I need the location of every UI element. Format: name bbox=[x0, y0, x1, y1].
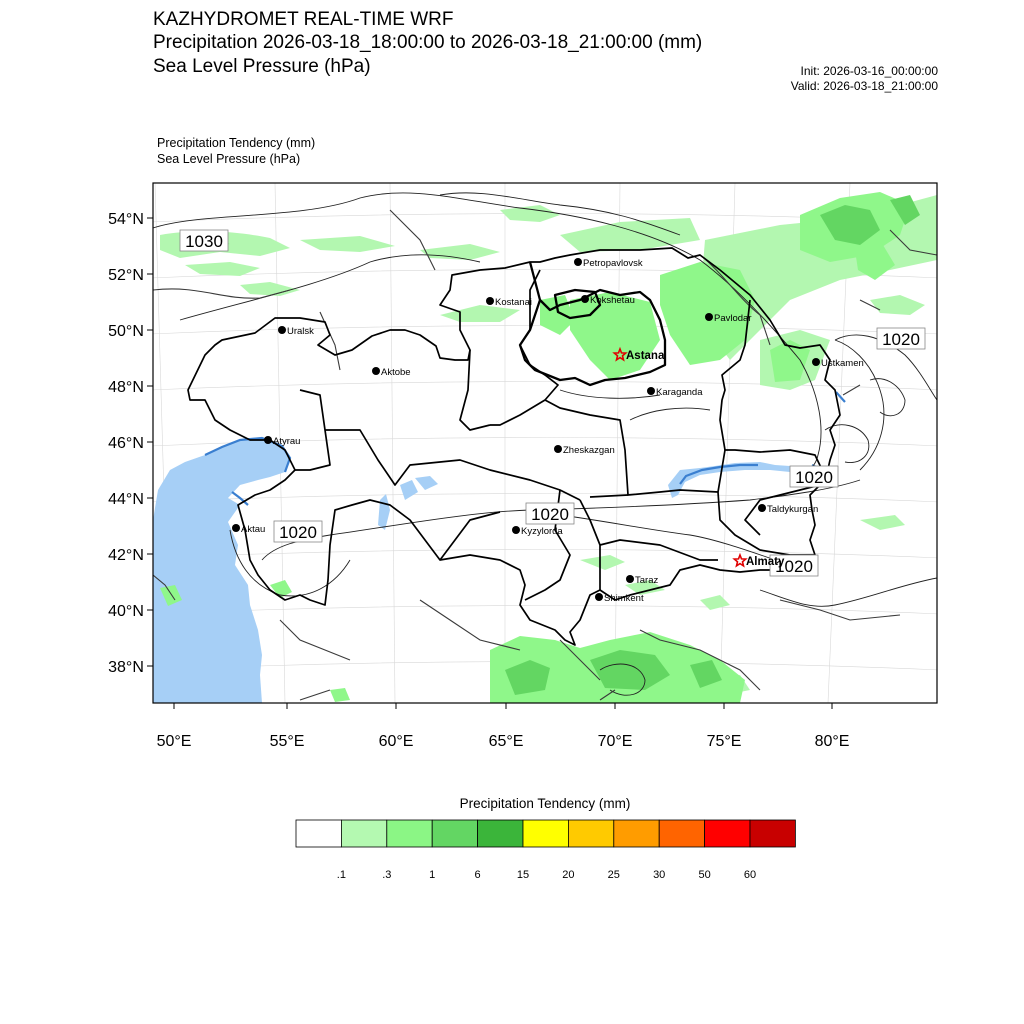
city-label: Karaganda bbox=[656, 387, 703, 398]
city-kokshetau bbox=[581, 295, 635, 306]
isobar-label-box bbox=[274, 521, 322, 542]
city-dot bbox=[812, 358, 820, 366]
city-shimkent bbox=[595, 593, 644, 604]
coastlines bbox=[205, 392, 845, 505]
isobar-value: 1030 bbox=[185, 232, 223, 251]
init-time: Init: 2026-03-16_00:00:00 bbox=[800, 64, 938, 78]
legend-swatch bbox=[432, 820, 477, 847]
lat-label: 42°N bbox=[108, 547, 144, 564]
lon-label: 65°E bbox=[488, 733, 524, 750]
city-label: Kyzylorda bbox=[521, 526, 563, 537]
lat-label: 40°N bbox=[108, 603, 144, 620]
lat-labels bbox=[108, 211, 144, 676]
capital-almaty bbox=[734, 555, 785, 568]
legend-swatch bbox=[568, 820, 613, 847]
city-dot bbox=[581, 295, 589, 303]
legend-swatch bbox=[296, 820, 341, 847]
city-dot bbox=[512, 526, 520, 534]
city-label: Taldykurgan bbox=[767, 504, 819, 515]
city-uralsk bbox=[278, 326, 314, 337]
city-dot bbox=[232, 524, 240, 532]
lon-label: 70°E bbox=[597, 733, 633, 750]
valid-time: Valid: 2026-03-18_21:00:00 bbox=[790, 79, 938, 93]
lat-label: 44°N bbox=[108, 491, 144, 508]
legend-swatch bbox=[387, 820, 432, 847]
lat-label: 46°N bbox=[108, 435, 144, 452]
city-label: Aktau bbox=[241, 524, 266, 535]
lat-label: 38°N bbox=[108, 659, 144, 676]
isobar-value: 1020 bbox=[882, 330, 920, 349]
aral-sea bbox=[378, 494, 390, 530]
city-dot bbox=[647, 387, 655, 395]
capital-label: Almaty bbox=[746, 556, 785, 568]
legend-swatch bbox=[750, 820, 795, 847]
city-label: Ustkamen bbox=[821, 358, 864, 369]
legend-tick-label: 1 bbox=[429, 869, 436, 881]
lon-label: 55°E bbox=[269, 733, 305, 750]
city-aktau bbox=[232, 524, 265, 535]
city-label: Kokshetau bbox=[590, 295, 635, 306]
capital-star-icon bbox=[734, 555, 745, 566]
legend-swatch bbox=[705, 820, 750, 847]
lon-label: 60°E bbox=[378, 733, 414, 750]
lon-labels bbox=[157, 733, 850, 750]
field-label-pressure: Sea Level Pressure (hPa) bbox=[157, 152, 301, 166]
precipitation-legend bbox=[296, 820, 795, 881]
lon-label: 50°E bbox=[156, 733, 192, 750]
legend-tick-label: 60 bbox=[743, 869, 757, 881]
city-kyzylorda bbox=[512, 526, 563, 537]
city-dot bbox=[574, 258, 582, 266]
legend-tick-label: .1 bbox=[336, 869, 346, 881]
lat-label: 52°N bbox=[108, 267, 144, 284]
city-label: Petropavlovsk bbox=[583, 258, 643, 269]
lat-label: 54°N bbox=[108, 211, 144, 228]
city-dot bbox=[372, 367, 380, 375]
isobar-value: 1020 bbox=[795, 468, 833, 487]
isobar-value: 1020 bbox=[279, 523, 317, 542]
legend-swatch bbox=[523, 820, 568, 847]
city-taldykurgan bbox=[758, 504, 818, 515]
legend-tick-label: 50 bbox=[698, 869, 711, 881]
legend-title: Precipitation Tendency (mm) bbox=[459, 796, 631, 811]
city-zheskazgan bbox=[554, 445, 615, 456]
legend-swatch bbox=[614, 820, 659, 847]
lat-label: 48°N bbox=[108, 379, 144, 396]
city-dot bbox=[554, 445, 562, 453]
lake-balkhash bbox=[668, 462, 800, 498]
legend-tick-label: 15 bbox=[516, 869, 530, 881]
capital-label: Astana bbox=[626, 350, 665, 362]
legend-tick-label: 30 bbox=[653, 869, 666, 881]
legend-tick-label: 20 bbox=[562, 869, 575, 881]
isobar-value: 1020 bbox=[775, 557, 813, 576]
legend-tick-label: 6 bbox=[474, 869, 481, 881]
field-label-precipitation: Precipitation Tendency (mm) bbox=[157, 136, 316, 150]
city-label: Taraz bbox=[635, 575, 659, 586]
city-label: Uralsk bbox=[287, 326, 314, 337]
lat-label: 50°N bbox=[108, 323, 144, 340]
isobar-label-box bbox=[877, 328, 925, 349]
legend-tick-label: .3 bbox=[382, 869, 392, 881]
lon-label: 80°E bbox=[814, 733, 850, 750]
city-karaganda bbox=[647, 387, 703, 398]
legend-swatch bbox=[341, 820, 386, 847]
title-model: KAZHYDROMET REAL-TIME WRF bbox=[153, 9, 454, 30]
city-label: Aktobe bbox=[381, 367, 411, 378]
caspian-sea bbox=[153, 438, 290, 703]
city-label: Pavlodar bbox=[714, 313, 752, 324]
city-label: Zheskazgan bbox=[563, 445, 615, 456]
city-dot bbox=[486, 297, 494, 305]
city-label: Atyrau bbox=[273, 436, 301, 447]
isobar-value: 1020 bbox=[531, 505, 569, 524]
city-label: Kostanai bbox=[495, 297, 532, 308]
city-dot bbox=[705, 313, 713, 321]
legend-swatch bbox=[478, 820, 523, 847]
isobar-label-box bbox=[526, 503, 574, 524]
city-dot bbox=[595, 593, 603, 601]
city-dot bbox=[264, 436, 272, 444]
city-dot bbox=[626, 575, 634, 583]
isobar-label-box bbox=[180, 230, 228, 251]
isobar-label-box bbox=[790, 466, 838, 487]
city-dot bbox=[278, 326, 286, 334]
city-label: Shimkent bbox=[604, 593, 644, 604]
legend-tick-label: 25 bbox=[607, 869, 620, 881]
lon-label: 75°E bbox=[706, 733, 742, 750]
city-kostanai bbox=[486, 297, 532, 308]
legend-swatch bbox=[659, 820, 704, 847]
city-dot bbox=[758, 504, 766, 512]
title-sea-level-pressure: Sea Level Pressure (hPa) bbox=[153, 56, 371, 77]
city-petropavlovsk bbox=[574, 258, 643, 269]
city-aktobe bbox=[372, 367, 411, 378]
title-precipitation-period: Precipitation 2026-03-18_18:00:00 to 2026-03-18_21:00:00 (mm) bbox=[153, 32, 703, 53]
